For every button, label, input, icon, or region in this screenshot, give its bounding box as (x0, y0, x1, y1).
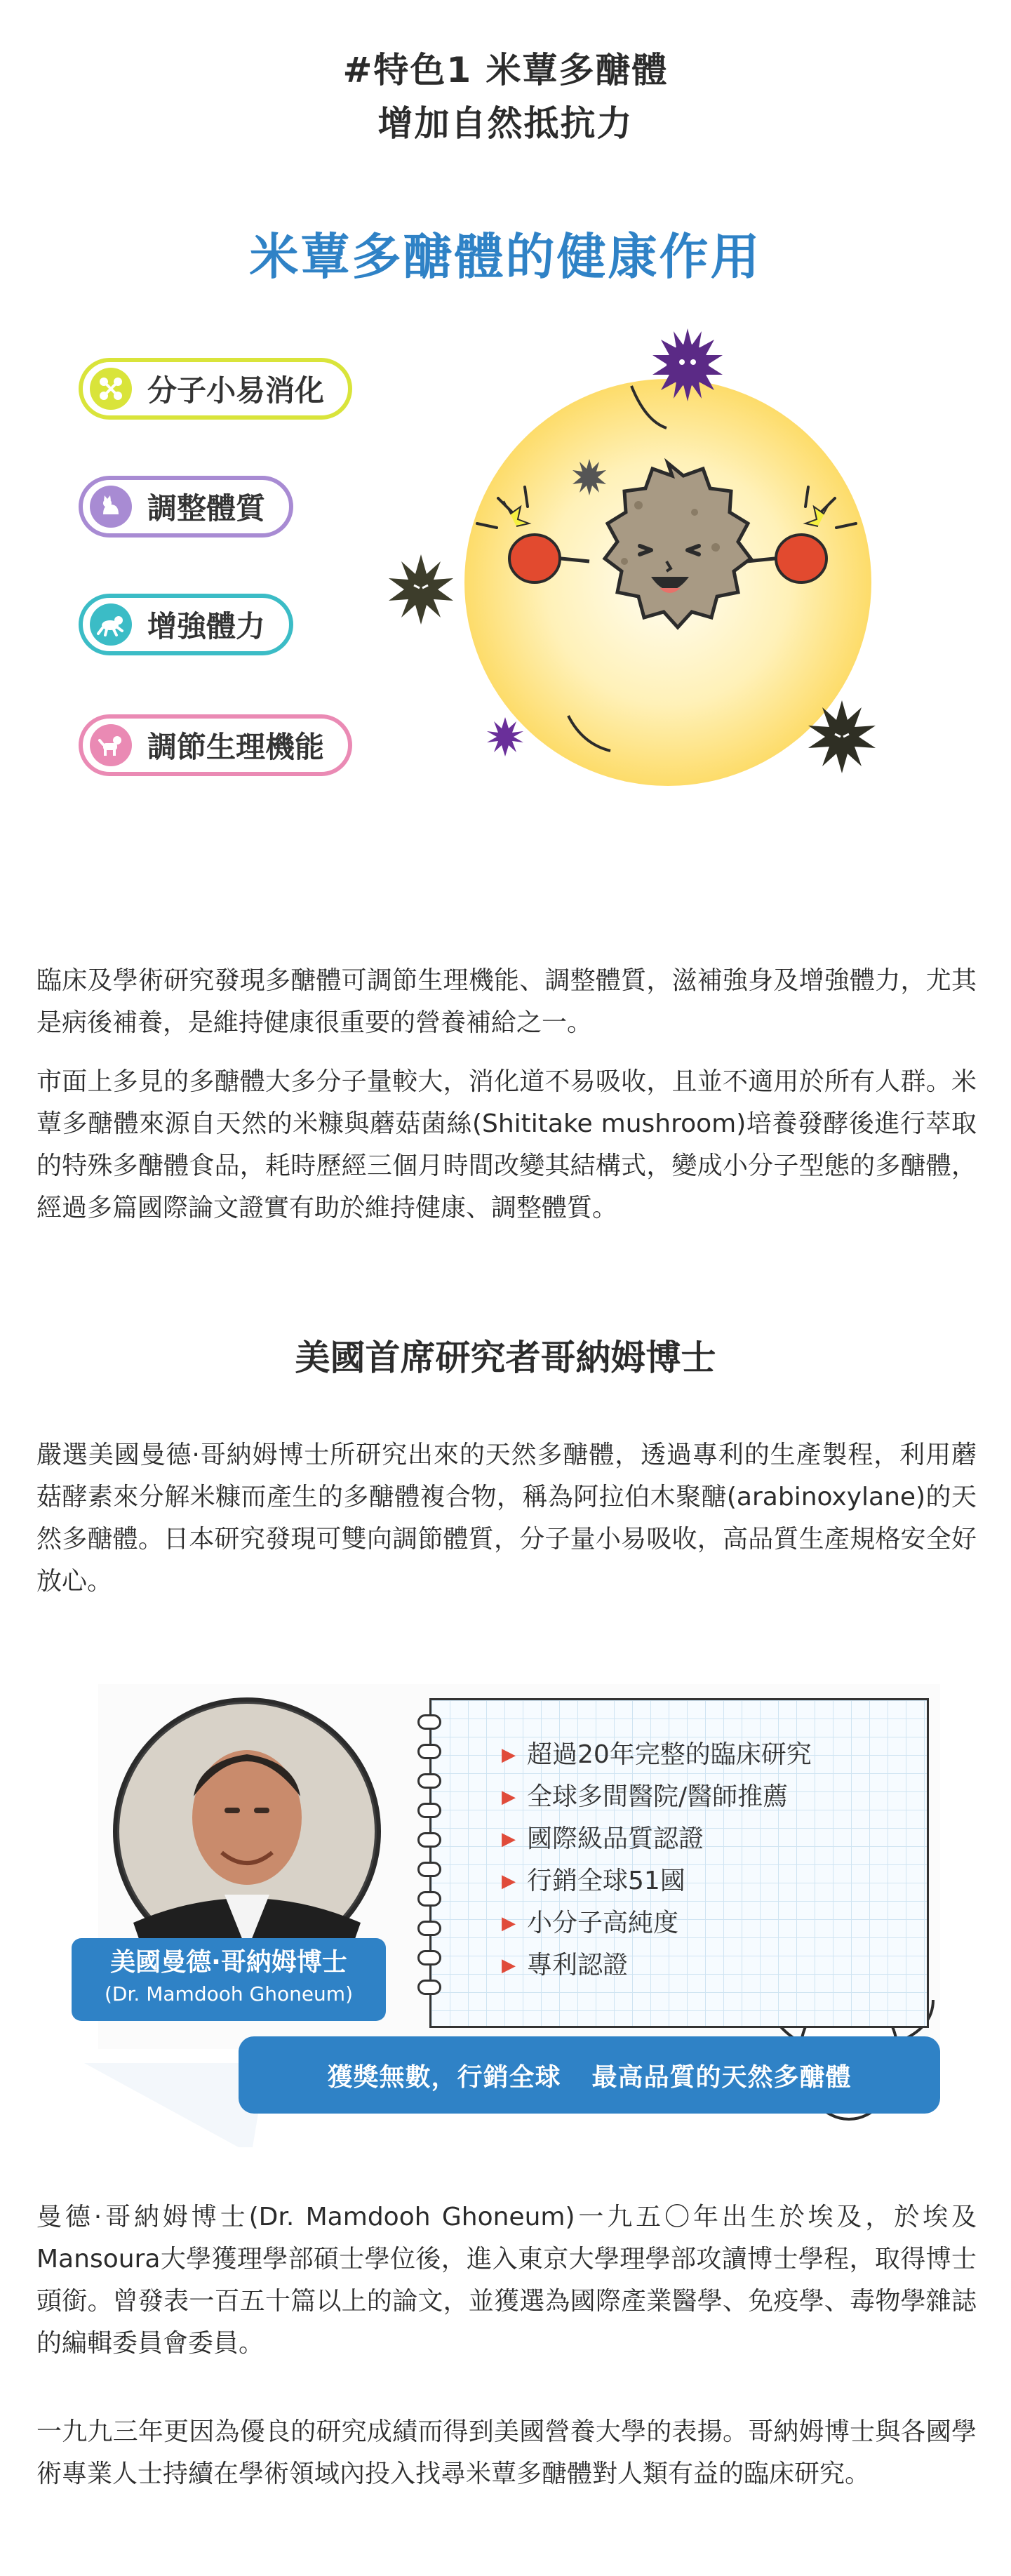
notebook-ring (417, 1773, 441, 1789)
badge-regulate-function (79, 714, 352, 776)
notebook-ring (417, 1921, 441, 1936)
cat-icon (90, 486, 132, 528)
notebook-ring (417, 1803, 441, 1818)
germ-icon (487, 717, 523, 756)
notebook-ring (417, 1950, 441, 1966)
feature-item: ▶ 專利認證 (502, 1944, 812, 1987)
ribbon-right-text: 最高品質的天然多醣體 (591, 2062, 852, 2092)
polysaccharide-mascot-illustration (365, 323, 968, 814)
arrow-right-icon: ▶ (502, 1871, 516, 1892)
researcher-name-tag (72, 1938, 386, 2021)
badge-label: 調節生理機能 (147, 730, 325, 764)
badge-label: 調整體質 (147, 491, 266, 526)
award-ribbon (239, 2036, 940, 2114)
running-dog-icon (90, 603, 132, 646)
feature-item: ▶ 小分子高純度 (502, 1902, 812, 1944)
feature-item: ▶ 國際級品質認證 (502, 1818, 812, 1860)
feature-item: ▶ 超過20年完整的臨床研究 (502, 1734, 812, 1776)
feature-heading-line1: #特色1 米蕈多醣體 (342, 50, 669, 91)
health-heading: 米蕈多醣體的健康作用 (249, 228, 762, 286)
researcher-name-en: (Dr. Mamdooh Ghoneum) (105, 1982, 353, 2006)
dog-icon (90, 724, 132, 766)
badge-adjust-constitution (79, 476, 293, 538)
feature-notebook (429, 1698, 929, 2028)
molecule-icon (90, 368, 132, 410)
feature-heading (0, 44, 1011, 150)
ribbon-left-text: 獲獎無數，行銷全球 (327, 2062, 561, 2092)
paragraph-benefits: 臨床及學術研究發現多醣體可調節生理機能、調整體質，滋補強身及增強體力，尤其是病後補養，是維持健康很重要的營養補給之一。 (36, 966, 977, 1037)
notebook-ring (417, 1891, 441, 1907)
notebook-ring (417, 1744, 441, 1759)
badge-label: 分子小易消化 (147, 373, 325, 408)
notebook-ring (417, 1862, 441, 1877)
notebook-ring (417, 1980, 441, 1995)
arrow-right-icon: ▶ (502, 1829, 516, 1850)
feature-item: ▶ 行銷全球51國 (502, 1860, 812, 1902)
badge-easy-digest (79, 358, 352, 420)
paragraph-molecule: 市面上多見的多醣體大多分子量較大，消化道不易吸收，且並不適用於所有人群。米蕈多醣體來源自天然的米糠與蘑菇菌絲(Shititake mushroom)培養發酵後進行萃取的特殊多醣體食品，耗時歷經三個月時間改變其結構式，變成小分子型態的多醣體，經過多篇國際論文證實有助於維持健康、調整體質。 (36, 1067, 977, 1222)
researcher-heading: 美國首席研究者哥納姆博士 (295, 1337, 716, 1378)
feature-list (502, 1734, 812, 1987)
feature-heading-line2: 增加自然抵抗力 (377, 103, 634, 144)
paragraph-researcher-intro: 嚴選美國曼德·哥納姆博士所研究出來的天然多醣體，透過專利的生產製程，利用蘑菇酵素來分解米糠而產生的多醣體複合物，稱為阿拉伯木聚醣(arabinoxylane)的天然多醣體。日本研究發現可雙向調節體質，分子量小易吸收，高品質生產規格安全好放心。 (36, 1441, 977, 1596)
paragraph-research-continued: 一九九三年更因為優良的研究成績而得到美國營養大學的表揚。哥納姆博士與各國學術專業人士持續在學術領域內投入找尋米蕈多醣體對人類有益的臨床研究。 (36, 2417, 977, 2488)
arrow-right-icon: ▶ (502, 1955, 516, 1976)
badge-label: 增強體力 (147, 609, 266, 643)
arrow-right-icon: ▶ (502, 1787, 516, 1808)
researcher-name: 美國曼德·哥納姆博士 (110, 1948, 347, 1977)
badge-boost-stamina (79, 594, 293, 655)
notebook-ring (417, 1832, 441, 1848)
feature-item: ▶ 全球多間醫院/醫師推薦 (502, 1776, 812, 1818)
paragraph-researcher-bio: 曼德·哥納姆博士(Dr. Mamdooh Ghoneum)一九五〇年出生於埃及，於埃及Mansoura大學獲理學部碩士學位後，進入東京大學理學部攻讀博士學程，取得博士頭銜。曾發表一百五十篇以上的論文，並獲選為國際產業醫學、免疫學、毒物學雜誌的編輯委員會委員。 (36, 2203, 977, 2358)
arrow-right-icon: ▶ (502, 1913, 516, 1934)
germ-icon (389, 554, 453, 625)
arrow-right-icon: ▶ (502, 1744, 516, 1766)
notebook-ring (417, 1714, 441, 1730)
